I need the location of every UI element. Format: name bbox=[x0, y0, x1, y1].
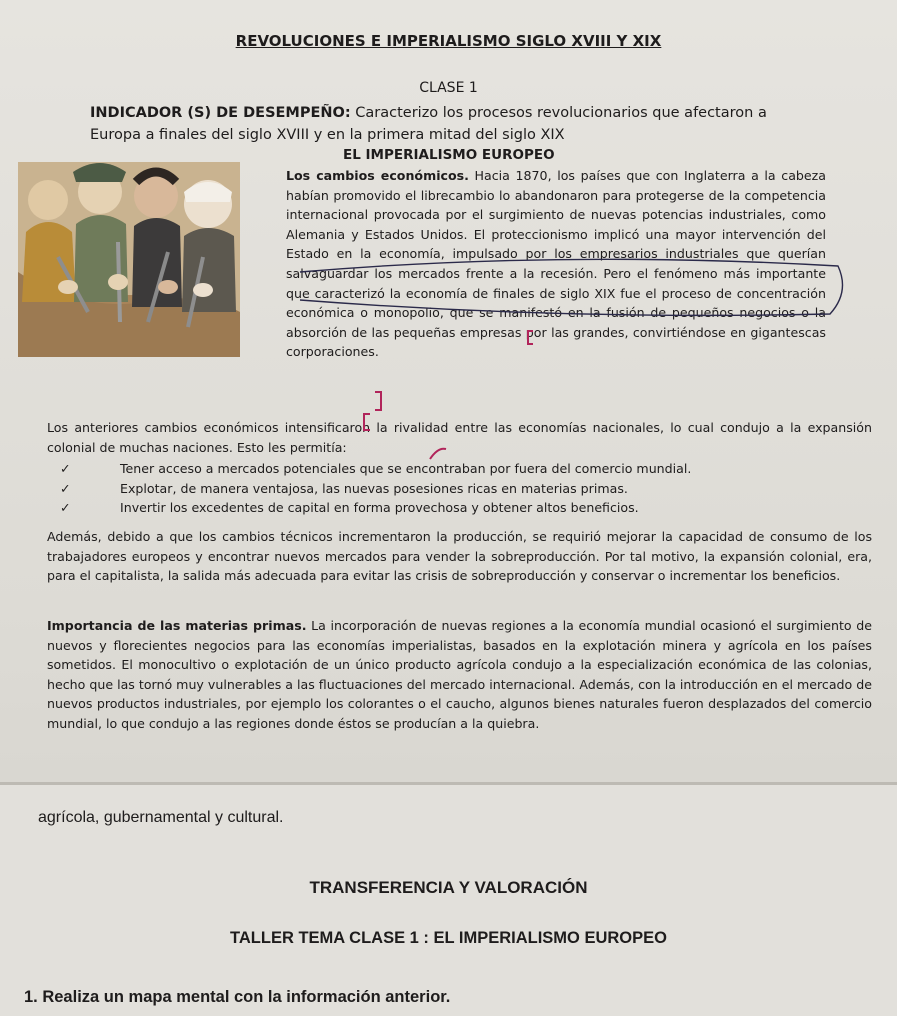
section-title: EL IMPERIALISMO EUROPEO bbox=[343, 147, 555, 163]
economic-changes-lead: Los cambios económicos. bbox=[286, 168, 469, 183]
raw-materials-paragraph bbox=[47, 616, 872, 734]
list-item bbox=[60, 479, 860, 499]
raw-materials-lead: Importancia de las materias primas. bbox=[47, 618, 307, 633]
previous-page-fragment: agrícola, gubernamental y cultural. bbox=[38, 809, 284, 826]
list-item-text: Invertir los excedentes de capital en forma provechosa y obtener altos beneficios. bbox=[120, 500, 639, 516]
overproduction-paragraph: Además, debido a que los cambios técnicos incrementaron la producción, se requirió mejorar la capacidad de consumo de los trabajadores europeos y encontrar nuevos mercados para vender la sobreproducción. Por tal motivo, la expansión colonial, era, para el capitalista, la salida más adecuada para evitar las crisis de sobreproducción y conservar o incrementar los beneficios. bbox=[47, 529, 872, 584]
worksheet-title: REVOLUCIONES E IMPERIALISMO SIGLO XVIII Y XIX bbox=[235, 32, 662, 50]
check-mark-icon: ✓ bbox=[60, 461, 71, 476]
benefits-checklist bbox=[60, 459, 860, 518]
expansion-intro-paragraph: Los anteriores cambios económicos intensificaron la rivalidad entre las economías nacionales, lo cual condujo a la expansión colonial de muchas naciones. Esto les permitía: bbox=[47, 420, 872, 455]
indicator-label: INDICADOR (S) DE DESEMPEÑO: bbox=[90, 105, 351, 121]
check-mark-icon: ✓ bbox=[60, 500, 71, 516]
caricature-drawing bbox=[18, 162, 240, 357]
list-item-text: Explotar, de manera ventajosa, las nuevas posesiones ricas en materias primas. bbox=[120, 480, 628, 496]
performance-indicator bbox=[90, 102, 810, 146]
economic-changes-text: Hacia 1870, los países que con Inglaterra a la cabeza habían promovido el librecambio lo abandonaron para protegerse de la competencia internacional provocada por el surgimiento de nuevas potencias industriales, como Alemania y Estados Unidos. El proteccionismo implicó una mayor intervención del Estado en la economía, impulsado por los empresarios industriales que querían salvaguardar los mercados frente a la recesión. Pero el fenómeno más importante que caracterizó la economía de finales de siglo XIX fue el proceso de concentración económica o monopolio, que se manifestó en la fusión de pequeños negocios o la absorción de las pequeñas empresas por las grandes, convirtiéndose en gigantescas corporaciones. bbox=[286, 168, 826, 360]
task-item: 1. Realiza un mapa mental con la información anterior. bbox=[24, 988, 451, 1006]
caricature-illustration bbox=[18, 162, 240, 357]
indicator-text: Caracterizo los procesos revolucionarios que afectaron a Europa a finales del siglo XVIII y en la primera mitad del siglo XIX bbox=[90, 105, 767, 143]
list-item-text: Tener acceso a mercados potenciales que se encontraban por fuera del comercio mundial. bbox=[120, 461, 692, 476]
workshop-title: TALLER TEMA CLASE 1 : EL IMPERIALISMO EUROPEO bbox=[230, 929, 667, 947]
list-item bbox=[60, 498, 860, 518]
check-mark-icon: ✓ bbox=[60, 480, 71, 496]
raw-materials-text: La incorporación de nuevas regiones a la economía mundial ocasionó el surgimiento de nuevos y florecientes negocios para las economías imperialistas, basados en la explotación minera y agrícola en los países sometidos. El monocultivo o explotación de un único producto agrícola condujo a la especialización económica de las colonias, hecho que las tornó muy vulnerables a las fluctuaciones del mercado internacional. Además, con la introducción en el mercado de nuevos productos industriales, por ejemplo los colorantes o el caucho, algunos bienes naturales fueron desplazados del comercio mundial, lo que condujo a las regiones donde éstos se producían a la quiebra. bbox=[47, 618, 872, 731]
list-item bbox=[60, 459, 860, 479]
transfer-section-title: TRANSFERENCIA Y VALORACIÓN bbox=[309, 878, 588, 897]
economic-changes-paragraph bbox=[286, 166, 826, 362]
class-number: CLASE 1 bbox=[419, 80, 478, 96]
